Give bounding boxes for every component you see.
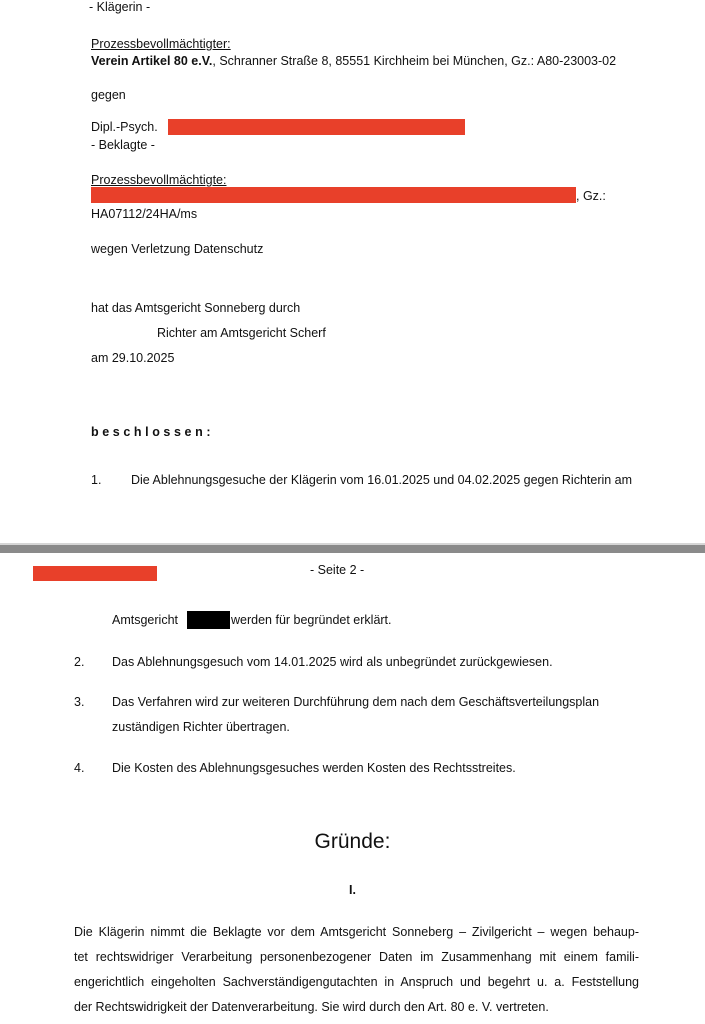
- item-1-text: Die Ablehnungsgesuche der Klägerin vom 16.01.2025 und 04.02.2025 gegen Richterin am: [131, 473, 633, 487]
- paragraph-line-4: der Rechtswidrigkeit der Datenverarbeitung. Sie wird durch den Art. 80 e. V. vertreten.: [74, 1000, 549, 1014]
- item-3-line-1: Das Verfahren wird zur weiteren Durchführung dem nach dem Geschäftsverteilungsplan: [112, 695, 600, 709]
- item-2-number: 2.: [74, 655, 85, 669]
- page-separator: [0, 545, 705, 553]
- subject-line: wegen Verletzung Datenschutz: [91, 242, 264, 256]
- redaction-defendant-counsel: [91, 187, 576, 203]
- item-1-continuation-prefix: Amtsgericht: [112, 613, 178, 627]
- date-line: am 29.10.2025: [91, 351, 175, 365]
- plaintiff-counsel-line: [91, 54, 616, 68]
- paragraph-line-3: engerichtlich eingeholten Sachverständigengutachten in Anspruch und begehrt u. a. Feststellung: [74, 975, 639, 989]
- reasons-heading: Gründe:: [314, 830, 391, 853]
- item-1-number: 1.: [91, 473, 102, 487]
- item-2-text: Das Ablehnungsgesuch vom 14.01.2025 wird als unbegründet zurückgewiesen.: [112, 655, 553, 669]
- paragraph-line-2: tet rechtswidriger Verarbeitung personenbezogener Daten im Zusammenhang mit einem famili-: [74, 950, 639, 964]
- plaintiff-counsel-address: , Schranner Straße 8, 85551 Kirchheim bei München, Gz.: A80-23003-02: [212, 54, 617, 68]
- decided-heading: beschlossen:: [91, 425, 215, 439]
- plaintiff-counsel-name: Verein Artikel 80 e.V.: [91, 54, 213, 68]
- item-3-number: 3.: [74, 695, 85, 709]
- defendant-counsel-ref: HA07112/24HA/ms: [91, 207, 198, 221]
- defendant-role: - Beklagte -: [91, 138, 155, 152]
- item-1-continuation-suffix: werden für begründet erklärt.: [231, 613, 392, 627]
- redaction-header: [33, 566, 157, 581]
- defendant-prefix: Dipl.-Psych.: [91, 120, 158, 134]
- item-3-line-2: zuständigen Richter übertragen.: [112, 720, 290, 734]
- defendant-counsel-label: Prozessbevollmächtigte:: [91, 173, 227, 187]
- against-label: gegen: [91, 88, 126, 102]
- redaction-judge-name: [187, 611, 230, 629]
- court-line: hat das Amtsgericht Sonneberg durch: [91, 301, 301, 315]
- defendant-counsel-ref-suffix: , Gz.:: [576, 189, 606, 203]
- section-number: I.: [349, 883, 356, 897]
- redaction-defendant-name: [168, 119, 465, 135]
- page-number: - Seite 2 -: [310, 563, 365, 577]
- item-4-text: Die Kosten des Ablehnungsgesuches werden Kosten des Rechtsstreites.: [112, 761, 516, 775]
- plaintiff-counsel-label: Prozessbevollmächtigter:: [91, 37, 231, 51]
- item-4-number: 4.: [74, 761, 85, 775]
- paragraph-line-1: Die Klägerin nimmt die Beklagte vor dem Amtsgericht Sonneberg – Zivilgericht – wegen behaup-: [74, 925, 639, 939]
- judge-line: Richter am Amtsgericht Scherf: [157, 326, 326, 340]
- plaintiff-role: - Klägerin -: [89, 0, 151, 14]
